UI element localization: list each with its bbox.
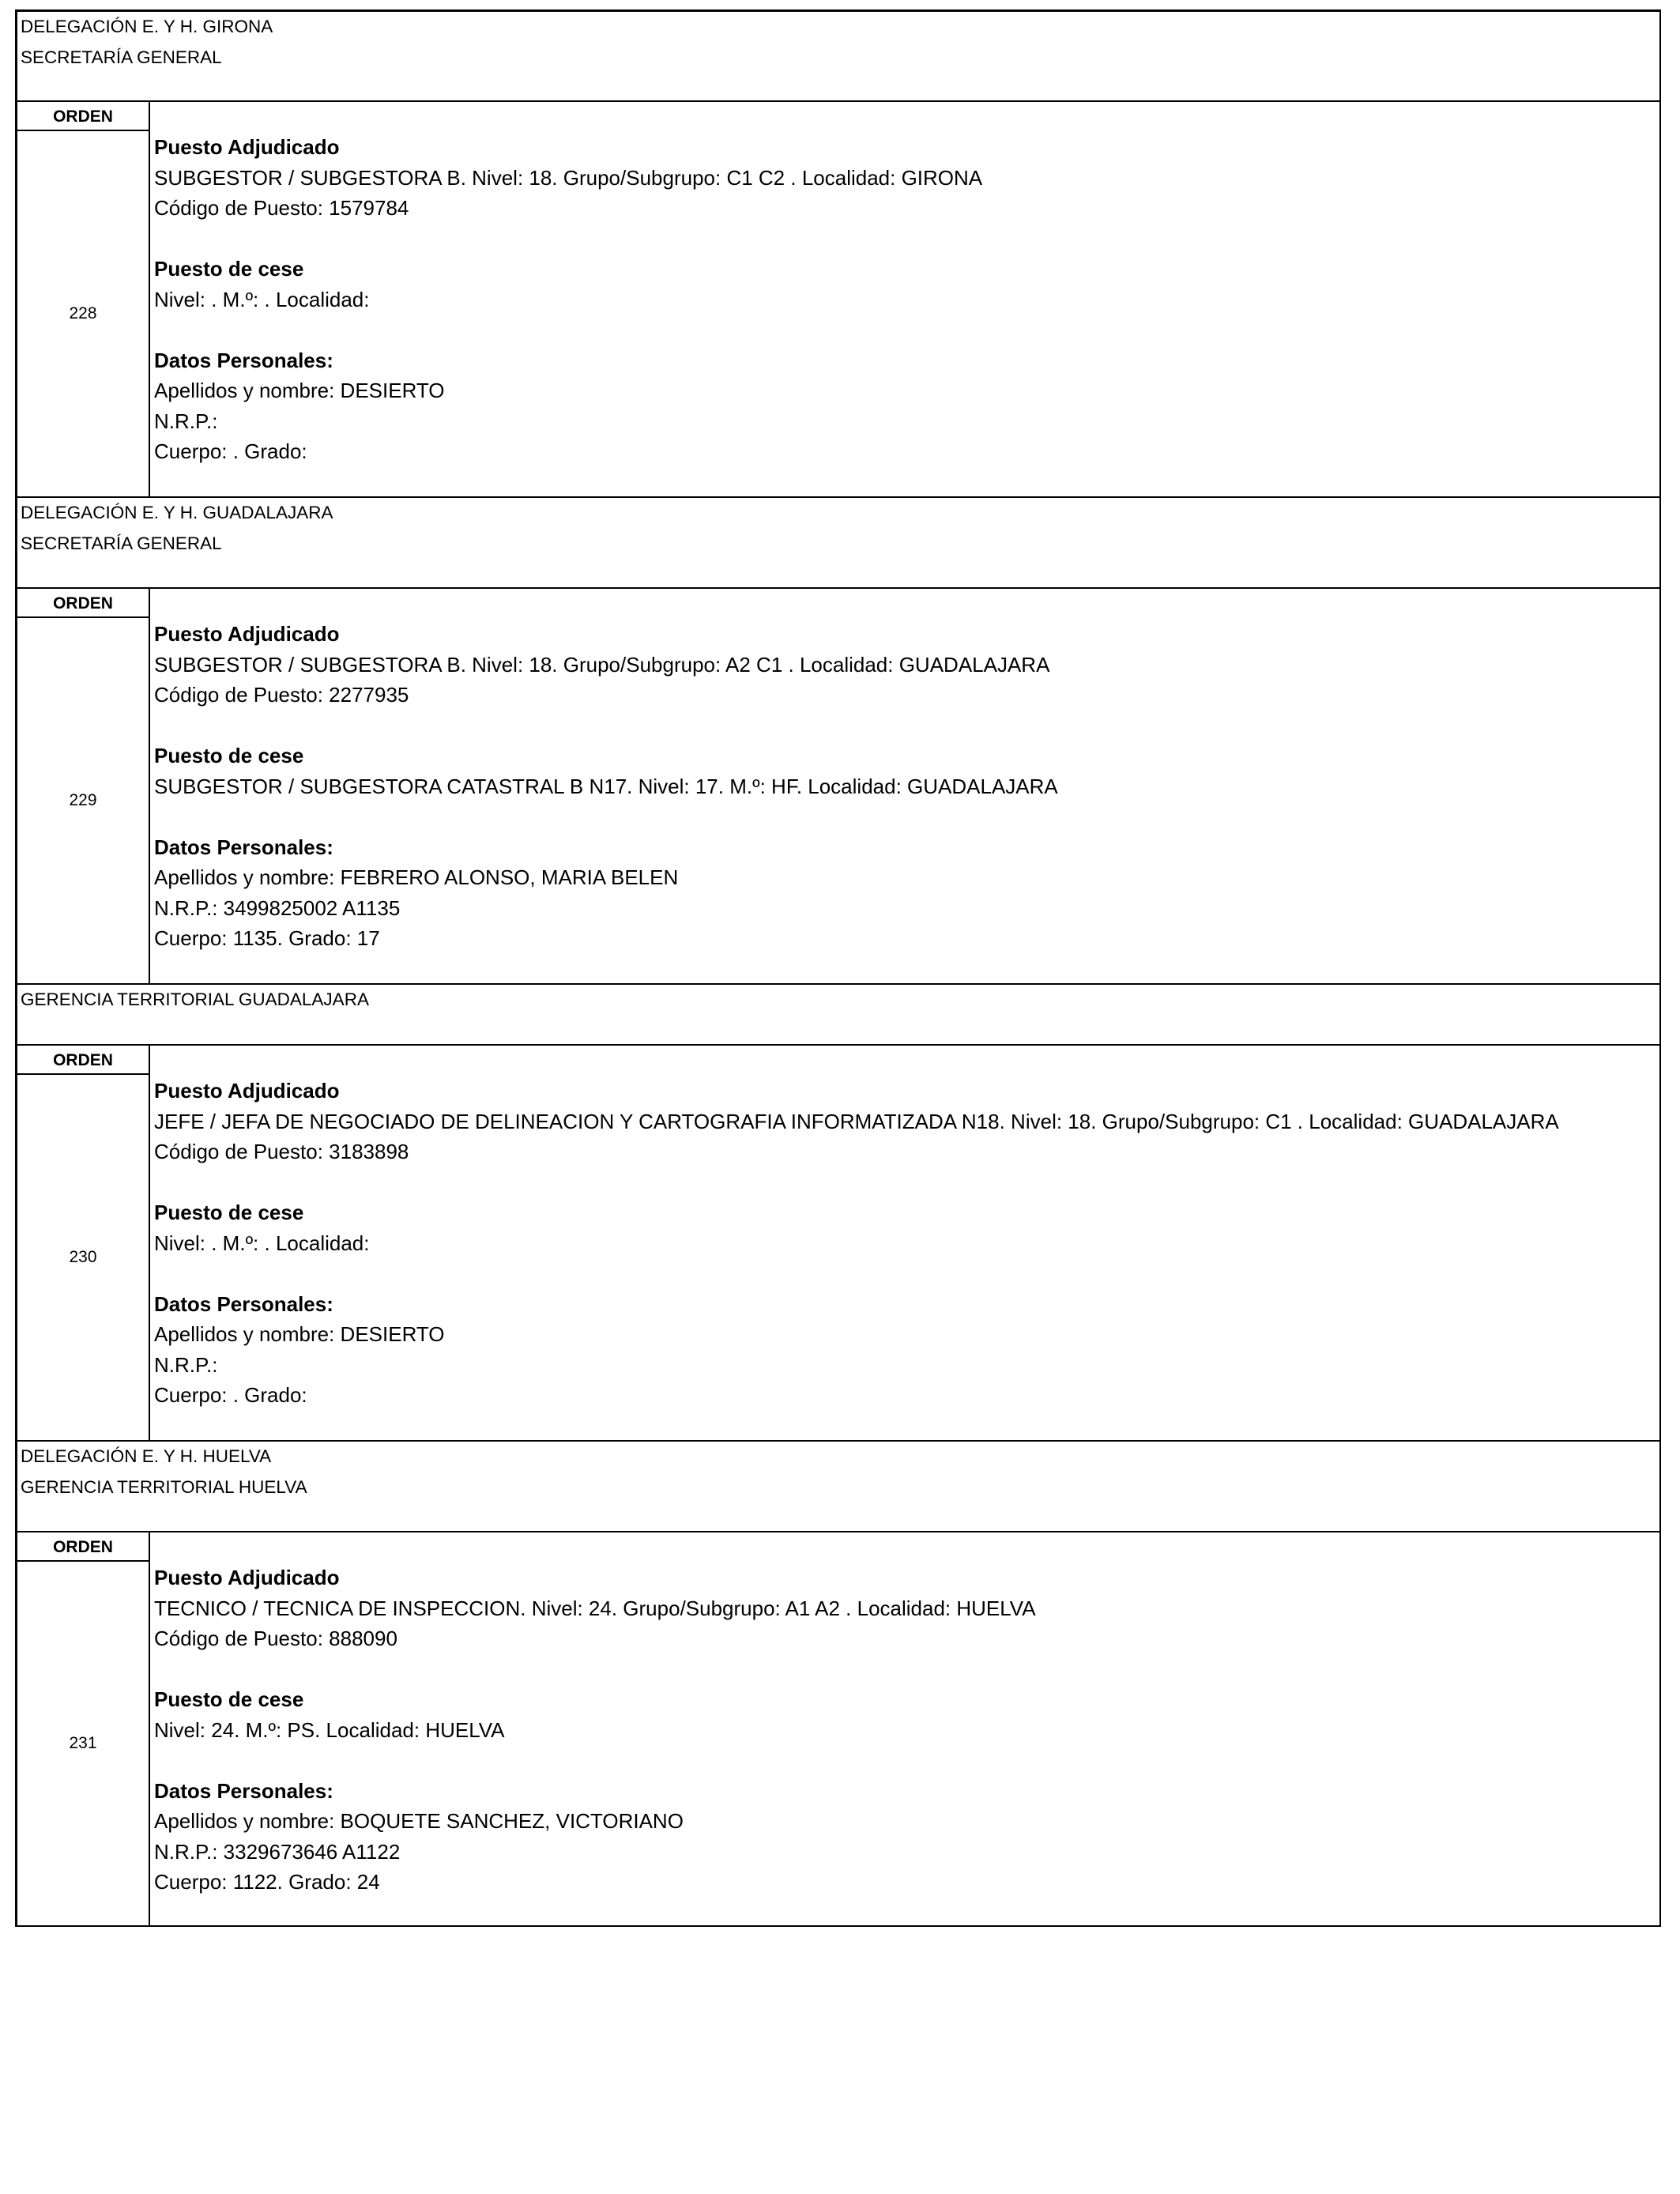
entry-content bbox=[150, 589, 1659, 983]
entry-content bbox=[150, 102, 1659, 496]
section-header bbox=[15, 1440, 1661, 1531]
header-line: DELEGACIÓN E. Y H. GUADALAJARA bbox=[21, 503, 333, 522]
datos-personales-label: Datos Personales: bbox=[154, 1291, 333, 1316]
codigo-puesto: Código de Puesto: 3183898 bbox=[154, 1140, 409, 1163]
section-header bbox=[15, 496, 1661, 587]
entry-content bbox=[150, 1532, 1659, 1925]
puesto-adjudicado-label: Puesto Adjudicado bbox=[154, 1079, 340, 1103]
header-line: DELEGACIÓN E. Y H. HUELVA bbox=[21, 1446, 272, 1466]
header-line: GERENCIA TERRITORIAL GUADALAJARA bbox=[21, 990, 369, 1009]
cuerpo-grado: Cuerpo: 1122. Grado: 24 bbox=[154, 1870, 380, 1894]
order-label: ORDEN bbox=[17, 1046, 149, 1075]
puesto-adjudicado-value: SUBGESTOR / SUBGESTORA B. Nivel: 18. Grupo/Subgrupo: C1 C2 . Localidad: GIRONA bbox=[154, 165, 983, 190]
order-column bbox=[17, 589, 150, 983]
apellidos-nombre: Apellidos y nombre: DESIERTO bbox=[154, 379, 445, 402]
puesto-adjudicado-value: TECNICO / TECNICA DE INSPECCION. Nivel: 24. Grupo/Subgrupo: A1 A2 . Localidad: HUELVA bbox=[154, 1596, 1036, 1620]
apellidos-nombre: Apellidos y nombre: BOQUETE SANCHEZ, VICTORIANO bbox=[154, 1809, 684, 1833]
puesto-adjudicado-label: Puesto Adjudicado bbox=[154, 1566, 340, 1589]
document-table bbox=[15, 9, 1661, 1927]
puesto-cese-label: Puesto de cese bbox=[154, 744, 304, 767]
cuerpo-grado: Cuerpo: . Grado: bbox=[154, 1383, 307, 1407]
header-line: GERENCIA TERRITORIAL HUELVA bbox=[21, 1476, 307, 1497]
section-header bbox=[15, 9, 1661, 100]
puesto-cese-value: Nivel: . M.º: . Localidad: bbox=[154, 1231, 370, 1255]
datos-personales-label: Datos Personales: bbox=[154, 348, 333, 372]
codigo-puesto: Código de Puesto: 888090 bbox=[154, 1627, 397, 1650]
apellidos-nombre: Apellidos y nombre: DESIERTO bbox=[154, 1322, 445, 1346]
header-line: SECRETARÍA GENERAL bbox=[21, 533, 222, 553]
puesto-adjudicado-value: SUBGESTOR / SUBGESTORA B. Nivel: 18. Grupo/Subgrupo: A2 C1 . Localidad: GUADALAJARA bbox=[154, 652, 1050, 677]
nrp: N.R.P.: 3329673646 A1122 bbox=[154, 1839, 401, 1864]
datos-personales-label: Datos Personales: bbox=[154, 835, 333, 859]
order-column bbox=[17, 102, 150, 496]
order-number: 229 bbox=[69, 791, 97, 809]
order-number: 231 bbox=[69, 1734, 97, 1752]
order-number: 230 bbox=[69, 1248, 97, 1266]
order-label: ORDEN bbox=[17, 102, 149, 131]
order-label: ORDEN bbox=[17, 1532, 149, 1562]
puesto-adjudicado-label: Puesto Adjudicado bbox=[154, 622, 340, 646]
entry-row bbox=[15, 100, 1661, 496]
puesto-adjudicado-label: Puesto Adjudicado bbox=[154, 135, 340, 159]
puesto-cese-value: Nivel: 24. M.º: PS. Localidad: HUELVA bbox=[154, 1717, 505, 1742]
codigo-puesto: Código de Puesto: 1579784 bbox=[154, 196, 409, 220]
puesto-cese-label: Puesto de cese bbox=[154, 257, 304, 281]
header-line: SECRETARÍA GENERAL bbox=[21, 47, 222, 67]
order-column bbox=[17, 1532, 150, 1925]
entry-row bbox=[15, 587, 1661, 983]
header-line: DELEGACIÓN E. Y H. GIRONA bbox=[21, 17, 273, 36]
nrp: N.R.P.: bbox=[154, 409, 218, 433]
codigo-puesto: Código de Puesto: 2277935 bbox=[154, 683, 409, 707]
entry-row bbox=[15, 1044, 1661, 1440]
puesto-cese-value: SUBGESTOR / SUBGESTORA CATASTRAL B N17. Nivel: 17. M.º: HF. Localidad: GUADALAJARA bbox=[154, 774, 1058, 798]
apellidos-nombre: Apellidos y nombre: FEBRERO ALONSO, MARIA BELEN bbox=[154, 865, 679, 889]
puesto-cese-label: Puesto de cese bbox=[154, 1687, 304, 1711]
puesto-adjudicado-value: JEFE / JEFA DE NEGOCIADO DE DELINEACION Y CARTOGRAFIA INFORMATIZADA N18. Nivel: 18. Grupo/Subgrupo: C1 . Localidad: GUADALAJARA bbox=[154, 1109, 1559, 1133]
nrp: N.R.P.: bbox=[154, 1352, 218, 1377]
cuerpo-grado: Cuerpo: . Grado: bbox=[154, 439, 307, 463]
order-label: ORDEN bbox=[17, 589, 149, 618]
cuerpo-grado: Cuerpo: 1135. Grado: 17 bbox=[154, 926, 380, 950]
section-header bbox=[15, 983, 1661, 1044]
puesto-cese-value: Nivel: . M.º: . Localidad: bbox=[154, 287, 370, 311]
order-number: 228 bbox=[69, 304, 97, 322]
nrp: N.R.P.: 3499825002 A1135 bbox=[154, 895, 401, 920]
puesto-cese-label: Puesto de cese bbox=[154, 1201, 304, 1224]
entry-row bbox=[15, 1531, 1661, 1927]
entry-content bbox=[150, 1046, 1659, 1440]
datos-personales-label: Datos Personales: bbox=[154, 1778, 333, 1803]
order-column bbox=[17, 1046, 150, 1440]
